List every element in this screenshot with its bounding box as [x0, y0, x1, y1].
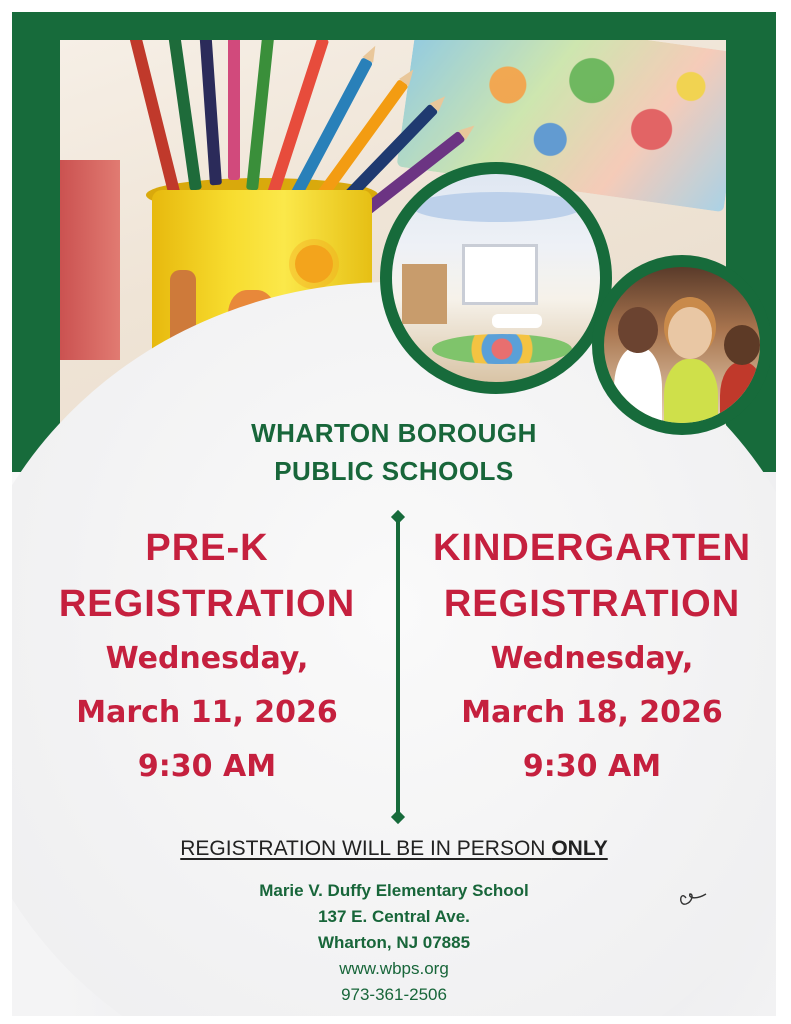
classroom-photo	[380, 162, 612, 394]
sun-icon	[295, 245, 333, 283]
kindergarten-title: KINDERGARTEN	[432, 527, 752, 569]
in-person-notice	[12, 834, 776, 864]
child-head	[668, 307, 712, 359]
school-city: Wharton, NJ 07885	[317, 933, 471, 952]
classroom-window	[462, 244, 538, 305]
kindergarten-column	[407, 520, 776, 794]
flyer	[12, 12, 776, 1016]
prek-day: Wednesday,	[105, 641, 309, 676]
pencil-icon	[228, 40, 240, 180]
children-photo	[592, 255, 772, 435]
prek-title: PRE-K	[145, 527, 269, 569]
classroom-ceiling	[412, 192, 582, 222]
prek-date: March 11, 2026	[76, 695, 338, 730]
red-box-image	[60, 160, 120, 360]
classroom-table	[492, 314, 542, 328]
kindergarten-day: Wednesday,	[490, 641, 694, 676]
handwritten-mark-icon	[676, 884, 716, 910]
prek-registration: REGISTRATION	[58, 583, 356, 625]
round-rug	[432, 334, 572, 364]
child-head	[724, 325, 760, 365]
play-house-icon	[402, 264, 447, 324]
in-person-text: REGISTRATION WILL BE IN PERSON	[180, 837, 552, 860]
school-phone: 973-361-2506	[341, 985, 447, 1004]
school-street: 137 E. Central Ave.	[318, 907, 470, 926]
kindergarten-date: March 18, 2026	[461, 695, 723, 730]
school-name-line2: PUBLIC SCHOOLS	[274, 456, 514, 486]
pencil-icon	[246, 40, 276, 191]
child-head	[618, 307, 658, 353]
school-address-name: Marie V. Duffy Elementary School	[259, 881, 529, 900]
kindergarten-time: 9:30 AM	[522, 749, 662, 784]
pencil-icon	[198, 40, 222, 185]
contact-block	[12, 878, 776, 1008]
kindergarten-registration: REGISTRATION	[443, 583, 741, 625]
column-divider	[396, 517, 400, 817]
school-name-line1: WHARTON BOROUGH	[251, 418, 537, 448]
prek-time: 9:30 AM	[137, 749, 277, 784]
in-person-emphasis: ONLY	[551, 837, 608, 860]
prek-column	[22, 520, 392, 794]
school-website[interactable]: www.wbps.org	[339, 959, 449, 978]
